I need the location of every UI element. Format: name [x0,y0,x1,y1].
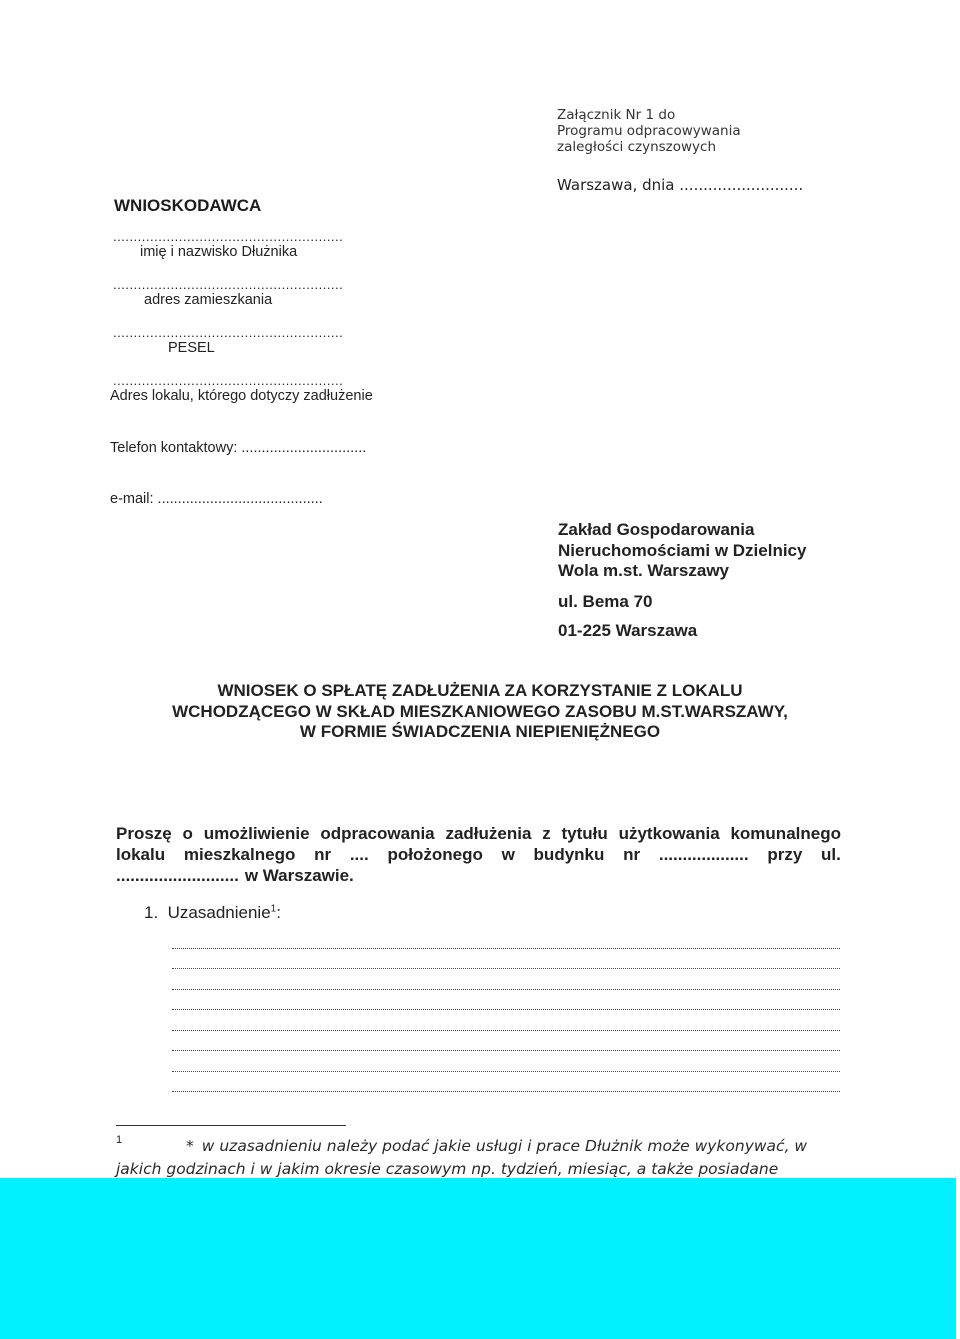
request-word: zadłużenia [445,824,532,843]
request-word: budynku [533,845,605,864]
justification-dotted-line [172,990,840,1011]
footnote-star: * [186,1137,194,1155]
pesel-label: PESEL [168,340,215,356]
request-word: o [182,824,193,843]
justification-dotted-line [172,1051,840,1072]
redaction-band [0,1178,956,1339]
request-word: użytkowania [618,824,720,843]
request-word: odpracowania [320,824,435,843]
justification-number: 1. [144,903,159,922]
justification-colon: : [276,903,281,922]
justification-dotted-line [172,969,840,990]
request-word: tytułu [561,824,608,843]
addressee-name: Zakład Gospodarowania Nieruchomościami w Dzielnicy Wola m.st. Warszawy [558,520,807,580]
request-word: w Warszawie. [244,866,354,885]
annex-line: zaległości czynszowych [557,139,717,155]
address-dotted-line: ........................................................ [113,277,344,292]
request-word: ul. [821,845,841,864]
justification-lines [172,928,840,1092]
footnote-ref: 1 [270,903,277,915]
footnote-body: w uzasadnieniu należy podać jakie usługi i prace Dłużnik może wykonywać, w jakich godzinach i w jakim okresie czasowym np. tydzień, miesiąc, a także posiadane [116,1137,808,1178]
premises-dotted-line: ........................................................ [113,373,344,388]
justification-dotted-line [172,1010,840,1031]
justification-dotted-line [172,949,840,970]
unit-number-blank: .... [349,845,369,864]
request-word: umożliwienie [203,824,310,843]
request-paragraph [116,823,841,886]
title-line: WCHODZĄCEGO W SKŁAD MIESZKANIOWEGO ZASOBU M.ST.WARSZAWY, [172,701,788,721]
name-label: imię i nazwisko Dłużnika [140,244,298,260]
annex-note [557,107,817,155]
footnote-separator [116,1125,346,1126]
addressee-postal: 01-225 Warszawa [558,621,698,640]
request-word: nr [314,845,332,864]
address-label: adres zamieszkania [144,292,273,308]
justification-label: Uzasadnienie [167,903,271,922]
email-field: e-mail: ......................................... [110,491,323,507]
request-word: lokalu [116,845,166,864]
request-line-1 [116,823,841,844]
request-word: w [501,845,515,864]
request-word: przy [767,845,803,864]
footnote-number: 1 [116,1134,123,1146]
phone-field: Telefon kontaktowy: ............................... [110,440,367,456]
request-word: Proszę [116,824,172,843]
justification-dotted-line [172,928,840,949]
pesel-dotted-line: ........................................................ [113,325,344,340]
request-line-3 [116,865,841,886]
place-date-field: Warszawa, dnia .......................... [557,176,804,194]
title-line: W FORMIE ŚWIADCZENIA NIEPIENIĘŻNEGO [299,722,661,741]
request-word: mieszkalnego [183,845,296,864]
request-word: z [542,824,551,843]
title-line: WNIOSEK O SPŁATĘ ZADŁUŻENIA ZA KORZYSTANIE Z LOKALU [217,681,743,700]
applicant-heading: WNIOSKODAWCA [114,196,262,215]
request-line-2 [116,844,841,865]
annex-line: Programu odpracowywania [557,123,741,139]
justification-heading [144,903,281,923]
name-dotted-line: ........................................................ [113,229,344,244]
addressee-street: ul. Bema 70 [558,592,653,611]
justification-dotted-line [172,1031,840,1052]
request-word: komunalnego [730,824,841,843]
request-word: nr [623,845,641,864]
request-word: położonego [387,845,483,864]
justification-dotted-line [172,1072,840,1093]
street-name-blank: .......................... [116,866,239,885]
document-title [120,681,840,743]
annex-line: Załącznik Nr 1 do [557,107,676,123]
building-number-blank: ................... [658,845,749,864]
premises-label: Adres lokalu, którego dotyczy zadłużenie [110,388,373,404]
